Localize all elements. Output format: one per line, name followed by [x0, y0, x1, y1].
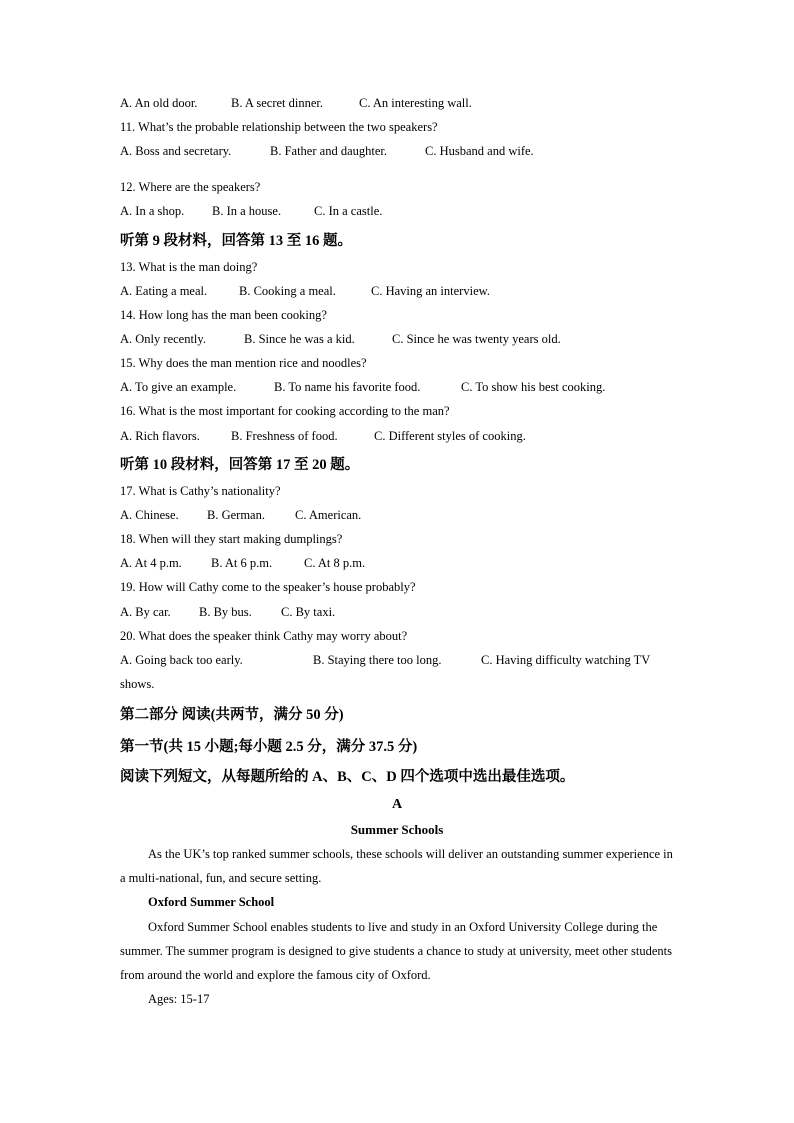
- ages-line: Ages: 15-17: [148, 992, 210, 1006]
- q18-option-a: A. At 4 p.m.: [120, 556, 182, 570]
- q11-option-a: A. Boss and secretary.: [120, 144, 232, 158]
- q13-question: 13. What is the man doing?: [120, 260, 258, 274]
- q10-option-b: B. A secret dinner.: [231, 96, 323, 110]
- q13-option-c: C. Having an interview.: [371, 284, 490, 298]
- q19-option-a: A. By car.: [120, 605, 171, 619]
- q20-question: 20. What does the speaker think Cathy may worry about?: [120, 629, 408, 643]
- reading-instruction: 阅读下列短文，从每题所给的 A、B、C、D 四个选项中选出最佳选项。: [120, 769, 575, 785]
- q10-option-c: C. An interesting wall.: [359, 96, 472, 110]
- q17-option-b: B. German.: [207, 508, 265, 522]
- passage-title: Summer Schools: [350, 822, 444, 837]
- q12-option-a: A. In a shop.: [120, 204, 185, 218]
- q19-option-c: C. By taxi.: [281, 605, 336, 619]
- q12-question: 12. Where are the speakers?: [120, 180, 261, 194]
- q18-option-c: C. At 8 p.m.: [304, 556, 366, 570]
- q10-option-a: A. An old door.: [120, 96, 198, 110]
- q17-question: 17. What is Cathy’s nationality?: [120, 484, 281, 498]
- q13-option-a: A. Eating a meal.: [120, 284, 208, 298]
- q12-option-c: C. In a castle.: [314, 204, 383, 218]
- q20-option-b: B. Staying there too long.: [313, 653, 442, 667]
- q14-option-a: A. Only recently.: [120, 332, 206, 346]
- passage-paragraph-2: Oxford Summer School enables students to live and study in an Oxford University College during the summer. The summer program is designed to give students a chance to study at university, meet other students from around the world and explore the famous city of Oxford.: [120, 920, 672, 982]
- q19-question: 19. How will Cathy come to the speaker’s house probably?: [120, 580, 416, 594]
- q14-option-c: C. Since he was twenty years old.: [392, 332, 561, 346]
- q11-option-c: C. Husband and wife.: [425, 144, 534, 158]
- q17-option-c: C. American.: [295, 508, 362, 522]
- q18-option-b: B. At 6 p.m.: [211, 556, 273, 570]
- q17-option-a: A. Chinese.: [120, 508, 179, 522]
- q14-question: 14. How long has the man been cooking?: [120, 308, 327, 322]
- q15-option-a: A. To give an example.: [120, 380, 237, 394]
- q20-option-a: A. Going back too early.: [120, 653, 243, 667]
- q16-option-c: C. Different styles of cooking.: [374, 429, 526, 443]
- q20-option-c: C. Having difficulty watching TV: [481, 653, 651, 667]
- section-one-heading: 第一节(共 15 小题;每小题 2.5 分，满分 37.5 分): [120, 739, 418, 755]
- part-two-heading: 第二部分 阅读(共两节，满分 50 分): [120, 707, 344, 723]
- q15-question: 15. Why does the man mention rice and noodles?: [120, 356, 367, 370]
- q18-question: 18. When will they start making dumplings?: [120, 532, 343, 546]
- passage-paragraph-1: As the UK’s top ranked summer schools, these schools will deliver an outstanding summer experience in a multi-national, fun, and secure setting.: [120, 847, 673, 885]
- q13-option-b: B. Cooking a meal.: [239, 284, 336, 298]
- q16-option-b: B. Freshness of food.: [231, 429, 338, 443]
- q20-option-c-continued: shows.: [120, 677, 155, 691]
- q19-option-b: B. By bus.: [199, 605, 252, 619]
- q11-question: 11. What’s the probable relationship between the two speakers?: [120, 120, 438, 134]
- oxford-subtitle: Oxford Summer School: [148, 895, 275, 909]
- q15-option-b: B. To name his favorite food.: [274, 380, 421, 394]
- section-heading-9: 听第 9 段材料，回答第 13 至 16 题。: [120, 233, 352, 249]
- q14-option-b: B. Since he was a kid.: [244, 332, 355, 346]
- q11-option-b: B. Father and daughter.: [270, 144, 387, 158]
- q12-option-b: B. In a house.: [212, 204, 282, 218]
- q16-option-a: A. Rich flavors.: [120, 429, 200, 443]
- q15-option-c: C. To show his best cooking.: [461, 380, 606, 394]
- section-heading-10: 听第 10 段材料，回答第 17 至 20 题。: [120, 457, 360, 473]
- passage-letter: A: [391, 797, 403, 812]
- q16-question: 16. What is the most important for cooking according to the man?: [120, 404, 450, 418]
